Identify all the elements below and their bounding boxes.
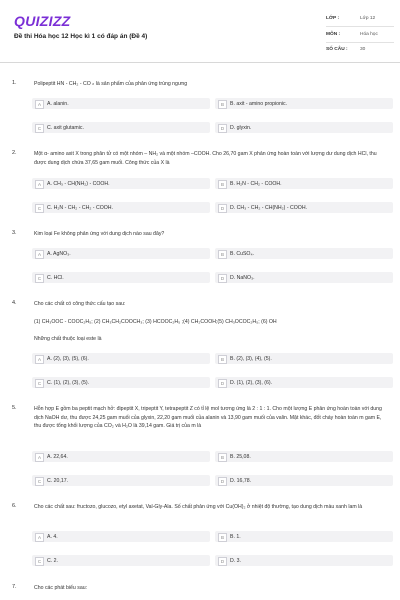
option-letter: C: [35, 557, 44, 566]
option-text: D. 16,78.: [230, 477, 252, 484]
option-text: C. 2.: [47, 557, 58, 564]
option-text: D. NaNO₃.: [230, 274, 255, 281]
option-text: B. axit - amino propionic.: [230, 100, 288, 107]
question-text: Cho các chất sau: fructozo, glucozo, etyl axetat, Val-Gly-Ala. Số chất phản ứng với Cu(OH)₂ ở nhiệt độ thường, tạo dung dịch màu xanh lam là: [34, 504, 363, 510]
option-text: D. glyxin.: [230, 124, 252, 131]
option-text: C. 20,17.: [47, 477, 69, 484]
meta-count-value: 30: [360, 47, 366, 52]
option-letter: B: [218, 250, 227, 259]
option-letter: A: [35, 453, 44, 462]
meta-divider: [326, 26, 394, 27]
option-b[interactable]: [215, 98, 393, 109]
worksheet-header: [0, 0, 400, 63]
option-a[interactable]: [32, 353, 210, 364]
meta-subject-key: MÔN :: [326, 32, 341, 37]
option-letter: D: [218, 477, 227, 486]
question-number: 2.: [12, 150, 17, 156]
meta-subject: [326, 29, 390, 41]
option-text: B. CuSO₄.: [230, 250, 255, 257]
option-text: D. 3.: [230, 557, 241, 564]
question-number: 4.: [12, 300, 17, 306]
option-letter: B: [218, 533, 227, 542]
option-d[interactable]: [215, 272, 393, 283]
option-d[interactable]: [215, 475, 393, 486]
question-number: 3.: [12, 230, 17, 236]
option-letter: A: [35, 100, 44, 109]
option-text: D. CH₃ - CH₂ - CH(NH₂) - COOH.: [230, 204, 308, 211]
option-b[interactable]: [215, 353, 393, 364]
option-d[interactable]: [215, 555, 393, 566]
option-text: C. HCl.: [47, 274, 64, 281]
option-a[interactable]: [32, 531, 210, 542]
option-b[interactable]: [215, 248, 393, 259]
worksheet-title: Đề thi Hóa học 12 Học kì 1 có đáp án (Đề 4): [14, 33, 148, 40]
option-text: A. 4.: [47, 533, 58, 540]
option-d[interactable]: [215, 377, 393, 388]
option-a[interactable]: [32, 248, 210, 259]
option-text: A. alanin.: [47, 100, 69, 107]
option-text: C. axit glutamic.: [47, 124, 84, 131]
option-letter: B: [218, 180, 227, 189]
question-number: 1.: [12, 80, 17, 86]
option-text: B. 1.: [230, 533, 241, 540]
question-text: Polipeptit HN - CH₂ - CO ₙ là sản phẩm của phản ứng trùng ngưng: [34, 81, 188, 87]
option-letter: B: [218, 355, 227, 364]
option-letter: B: [218, 453, 227, 462]
option-letter: D: [218, 274, 227, 283]
option-letter: D: [218, 204, 227, 213]
question-subprompt: Những chất thuộc loại este là: [34, 336, 102, 342]
option-letter: D: [218, 557, 227, 566]
meta-grade-value: Lớp 12: [360, 16, 376, 21]
question-text: Cho các chất có công thức cấu tạo sau:: [34, 301, 126, 307]
option-letter: C: [35, 477, 44, 486]
option-c[interactable]: [32, 475, 210, 486]
option-letter: C: [35, 204, 44, 213]
option-text: B. (2), (3), (4), (5).: [230, 355, 272, 362]
question-text: Hỗn hợp E gồm ba peptit mạch hở: đipeptit X, tripeptit Y, tetrapeptit Z có tỉ lệ mol tương ứng là 2 : 1 : 1. Cho một lượng E phản ứng hoàn toàn với dung dịch NaOH dư, thu được 24,25 gam muối của glyxin, 22,20 gam muối của alanin và 13,90 gam muối của valin. Mặt khác, đốt cháy hoàn toàn m gam E, thu được tổng khối lượng của CO₂ và H₂O là 39,14 gam. Giá trị của m là: [34, 406, 382, 429]
question-text: Kim loại Fe không phản ứng với dung dịch nào sau đây?: [34, 231, 165, 237]
option-letter: C: [35, 274, 44, 283]
option-a[interactable]: [32, 98, 210, 109]
option-text: A. 22,64.: [47, 453, 68, 460]
option-letter: A: [35, 180, 44, 189]
question-number: 7.: [12, 584, 17, 590]
option-c[interactable]: [32, 122, 210, 133]
meta-grade-key: LỚP :: [326, 16, 340, 21]
option-letter: A: [35, 250, 44, 259]
option-text: A. (2), (3), (5), (6).: [47, 355, 89, 362]
question-number: 6.: [12, 503, 17, 509]
option-letter: B: [218, 100, 227, 109]
option-d[interactable]: [215, 202, 393, 213]
option-c[interactable]: [32, 202, 210, 213]
question-text: Một α- amino axit X trong phân tử có một nhóm – NH₂ và một nhóm –COOH. Cho 26,70 gam X phản ứng hoàn toàn với lượng dư dung dịch HCl, thu được dung dịch chứa 37,65 gam muối. Công thức của X là: [34, 151, 377, 166]
quizizz-logo: QUIZIZZ: [14, 13, 71, 29]
option-d[interactable]: [215, 122, 393, 133]
option-c[interactable]: [32, 272, 210, 283]
option-letter: C: [35, 124, 44, 133]
question-number: 5.: [12, 405, 17, 411]
option-b[interactable]: [215, 451, 393, 462]
meta-grade: [326, 13, 390, 25]
option-text: C. (1), (2), (3), (5).: [47, 379, 90, 386]
option-b[interactable]: [215, 531, 393, 542]
option-a[interactable]: [32, 451, 210, 462]
option-c[interactable]: [32, 555, 210, 566]
formula-list: (1) CH₃OOC - COOC₂H₅; (2) CH₃CH₂COOCH₃; (3) HCOOC₂H₅ ;(4) CH₂COOH;(5) CH₃OCOC₂H₅; (6) OH: [34, 319, 277, 325]
question-text: Cho các phát biểu sau:: [34, 585, 88, 591]
option-text: A. AgNO₃.: [47, 250, 71, 257]
meta-divider: [326, 42, 394, 43]
meta-subject-value: Hóa học: [360, 32, 378, 37]
option-text: C. H₂N - CH₂ - CH₂ - COOH.: [47, 204, 113, 211]
option-text: B. H₂N - CH₂ - COOH.: [230, 180, 282, 187]
option-a[interactable]: [32, 178, 210, 189]
option-letter: D: [218, 379, 227, 388]
option-letter: D: [218, 124, 227, 133]
meta-count-key: SỐ CÂU :: [326, 47, 348, 52]
option-letter: C: [35, 379, 44, 388]
option-c[interactable]: [32, 377, 210, 388]
option-letter: A: [35, 533, 44, 542]
option-b[interactable]: [215, 178, 393, 189]
option-text: A. CH₃ - CH(NH₂) - COOH.: [47, 180, 110, 187]
option-text: B. 25,08.: [230, 453, 251, 460]
option-text: D. (1), (2), (3), (6).: [230, 379, 273, 386]
option-letter: A: [35, 355, 44, 364]
meta-count: [326, 44, 390, 56]
